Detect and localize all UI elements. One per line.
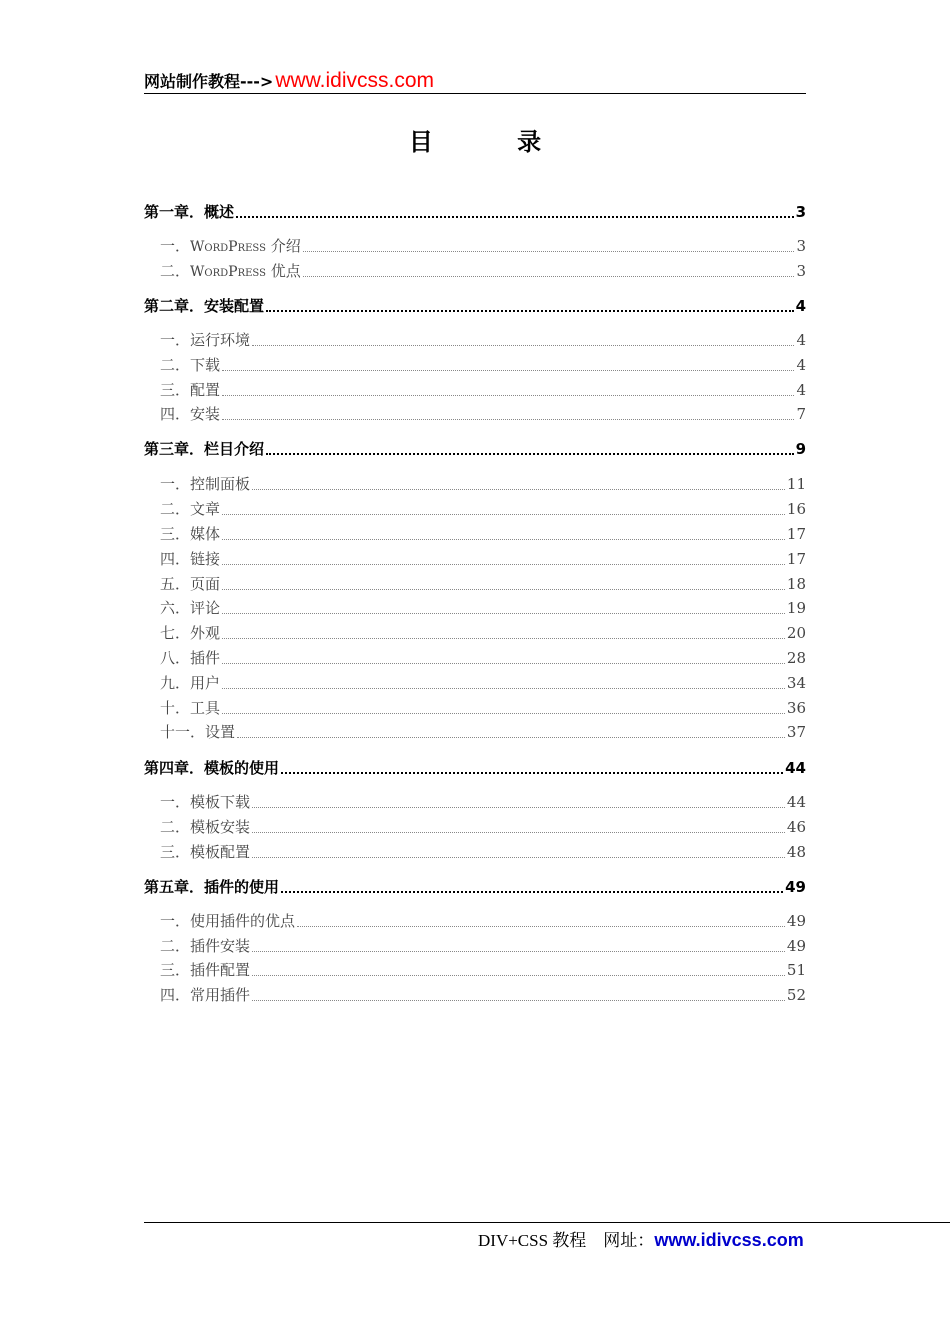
toc-dot-leader — [236, 215, 794, 218]
footer-url-link[interactable]: www.idivcss.com — [654, 1230, 804, 1250]
toc-entry-label: 第四章．模板的使用 — [144, 759, 280, 777]
toc-dot-leader — [222, 369, 794, 371]
toc-page-number: 34 — [786, 674, 806, 692]
toc-entry-label: 模板配置 — [190, 843, 251, 861]
toc-entry-label: 链接 — [190, 550, 221, 568]
toc-entry-label: 评论 — [190, 599, 221, 617]
toc-page-number: 49 — [785, 878, 806, 896]
toc-section-entry[interactable] — [144, 959, 806, 981]
footer-label: DIV+CSS 教程 网址： — [478, 1231, 655, 1250]
toc-page-number: 17 — [786, 525, 806, 543]
toc-dot-leader — [252, 831, 785, 833]
toc-entry-number: 一． — [160, 331, 191, 349]
toc-page-number: 4 — [796, 356, 806, 374]
toc-page-number: 17 — [786, 550, 806, 568]
toc-section-entry[interactable] — [144, 721, 806, 743]
toc-entry-label: 使用插件的优点 — [190, 912, 296, 930]
toc-chapter-entry[interactable] — [144, 876, 806, 898]
toc-entry-number: 三． — [160, 381, 191, 399]
toc-page-number: 44 — [786, 793, 806, 811]
toc-entry-number: 二． — [160, 262, 191, 280]
toc-section-entry[interactable] — [144, 403, 806, 425]
toc-chapter-entry[interactable] — [144, 201, 806, 223]
toc-entry-number: 四． — [160, 986, 191, 1004]
toc-entry-label: 常用插件 — [190, 986, 251, 1004]
page-title: 目 录 — [408, 128, 580, 156]
toc-entry-number: 二． — [160, 818, 191, 836]
toc-dot-leader — [222, 418, 794, 420]
toc-dot-leader — [252, 856, 785, 858]
toc-page-number: 44 — [785, 759, 806, 777]
toc-page-number: 7 — [796, 405, 806, 423]
toc-entry-number: 三． — [160, 961, 191, 979]
toc-section-entry[interactable] — [144, 791, 806, 813]
toc-entry-label: 控制面板 — [190, 475, 251, 493]
toc-section-entry[interactable] — [144, 647, 806, 669]
page-header — [144, 66, 806, 94]
toc-page-number: 4 — [796, 381, 806, 399]
toc-entry-number: 四． — [160, 405, 191, 423]
toc-entry-label: 页面 — [190, 575, 221, 593]
toc-dot-leader — [297, 925, 785, 927]
toc-entry-label: 插件 — [190, 649, 221, 667]
toc-section-entry[interactable] — [144, 548, 806, 570]
header-url-link[interactable]: www.idivcss.com — [275, 69, 435, 92]
toc-section-entry[interactable] — [144, 379, 806, 401]
toc-dot-leader — [266, 452, 794, 455]
toc-dot-leader — [252, 999, 785, 1001]
toc-entry-label: 工具 — [190, 699, 221, 717]
toc-dot-leader — [252, 950, 785, 952]
toc-entry-number: 二． — [160, 500, 191, 518]
toc-entry-number: 三． — [160, 525, 191, 543]
toc-page-number: 48 — [786, 843, 806, 861]
toc-dot-leader — [281, 771, 783, 774]
toc-page-number: 11 — [786, 475, 806, 493]
footer-rule — [144, 1222, 950, 1223]
toc-page-number: 28 — [786, 649, 806, 667]
toc-entry-label: WordPress 优点 — [190, 262, 301, 280]
toc-chapter-entry[interactable] — [144, 295, 806, 317]
toc-dot-leader — [222, 637, 785, 639]
toc-section-entry[interactable] — [144, 473, 806, 495]
toc-chapter-entry[interactable] — [144, 438, 806, 460]
toc-dot-leader — [222, 662, 785, 664]
toc-entry-label: 配置 — [190, 381, 221, 399]
toc-entry-label: 用户 — [190, 674, 221, 692]
toc-dot-leader — [237, 736, 785, 738]
toc-section-entry[interactable] — [144, 354, 806, 376]
toc-entry-label: 媒体 — [190, 525, 221, 543]
toc-page-number: 4 — [795, 297, 806, 315]
toc-entry-number: 二． — [160, 356, 191, 374]
toc-section-entry[interactable] — [144, 910, 806, 932]
toc-entry-label: 第一章．概述 — [144, 203, 235, 221]
toc-entry-label: 插件安装 — [190, 937, 251, 955]
toc-page-number: 49 — [786, 937, 806, 955]
toc-entry-number: 二． — [160, 937, 191, 955]
toc-chapter-entry[interactable] — [144, 757, 806, 779]
toc-entry-label: 插件配置 — [190, 961, 251, 979]
toc-entry-number: 一． — [160, 475, 191, 493]
toc-section-entry[interactable] — [144, 573, 806, 595]
toc-section-entry[interactable] — [144, 329, 806, 351]
toc-entry-number: 一． — [160, 793, 191, 811]
toc-page-number: 3 — [795, 203, 806, 221]
toc-dot-leader — [266, 309, 794, 312]
toc-dot-leader — [222, 538, 785, 540]
toc-section-entry[interactable] — [144, 984, 806, 1006]
toc-entry-number: 十一． — [160, 723, 206, 741]
toc-entry-number: 八． — [160, 649, 191, 667]
toc-page-number: 16 — [786, 500, 806, 518]
toc-dot-leader — [303, 250, 795, 252]
toc-entry-number: 一． — [160, 912, 191, 930]
toc-section-entry[interactable] — [144, 498, 806, 520]
toc-entry-number: 九． — [160, 674, 191, 692]
toc-entry-label: 设置 — [205, 723, 236, 741]
toc-page-number: 51 — [786, 961, 806, 979]
toc-section-entry[interactable] — [144, 622, 806, 644]
toc-section-entry[interactable] — [144, 816, 806, 838]
toc-dot-leader — [222, 394, 794, 396]
toc-section-entry[interactable] — [144, 597, 806, 619]
toc-page-number: 46 — [786, 818, 806, 836]
toc-page-number: 20 — [786, 624, 806, 642]
toc-entry-label: 安装 — [190, 405, 221, 423]
toc-dot-leader — [252, 344, 794, 346]
toc-dot-leader — [222, 513, 785, 515]
toc-entry-number: 六． — [160, 599, 191, 617]
toc-dot-leader — [222, 712, 785, 714]
toc-dot-leader — [222, 687, 785, 689]
toc-dot-leader — [222, 612, 785, 614]
toc-section-entry[interactable] — [144, 235, 806, 257]
toc-section-entry[interactable] — [144, 697, 806, 719]
toc-entry-label: 运行环境 — [190, 331, 251, 349]
toc-dot-leader — [222, 563, 785, 565]
toc-page-number: 18 — [786, 575, 806, 593]
toc-entry-number: 十． — [160, 699, 191, 717]
toc-page-number: 3 — [796, 262, 806, 280]
toc-page-number: 52 — [786, 986, 806, 1004]
toc-page-number: 49 — [786, 912, 806, 930]
toc-dot-leader — [252, 974, 785, 976]
toc-dot-leader — [303, 275, 795, 277]
toc-section-entry[interactable] — [144, 841, 806, 863]
toc-section-entry[interactable] — [144, 935, 806, 957]
toc-page-number: 4 — [796, 331, 806, 349]
toc-section-entry[interactable] — [144, 523, 806, 545]
toc-dot-leader — [281, 890, 783, 893]
toc-entry-label: 外观 — [190, 624, 221, 642]
toc-section-entry[interactable] — [144, 260, 806, 282]
toc-entry-number: 五． — [160, 575, 191, 593]
toc-dot-leader — [222, 588, 785, 590]
toc-section-entry[interactable] — [144, 672, 806, 694]
toc-dot-leader — [252, 488, 785, 490]
toc-entry-number: 一． — [160, 237, 191, 255]
toc-page-number: 9 — [795, 440, 806, 458]
toc-entry-number: 四． — [160, 550, 191, 568]
toc-dot-leader — [252, 806, 785, 808]
header-label: 网站制作教程---> — [144, 72, 274, 91]
toc-entry-label: 模板下载 — [190, 793, 251, 811]
toc-entry-label: 下载 — [190, 356, 221, 374]
toc-page-number: 37 — [786, 723, 806, 741]
toc-page-number: 19 — [786, 599, 806, 617]
toc-entry-number: 三． — [160, 843, 191, 861]
toc-entry-label: 第二章．安装配置 — [144, 297, 265, 315]
toc-page-number: 36 — [786, 699, 806, 717]
toc-entry-label: 第三章．栏目介绍 — [144, 440, 265, 458]
toc-entry-number: 七． — [160, 624, 191, 642]
page-footer — [478, 1226, 808, 1251]
toc-entry-label: 文章 — [190, 500, 221, 518]
toc-page-number: 3 — [796, 237, 806, 255]
toc-entry-label: WordPress 介绍 — [190, 237, 301, 255]
toc-entry-label: 模板安装 — [190, 818, 251, 836]
toc-entry-label: 第五章．插件的使用 — [144, 878, 280, 896]
